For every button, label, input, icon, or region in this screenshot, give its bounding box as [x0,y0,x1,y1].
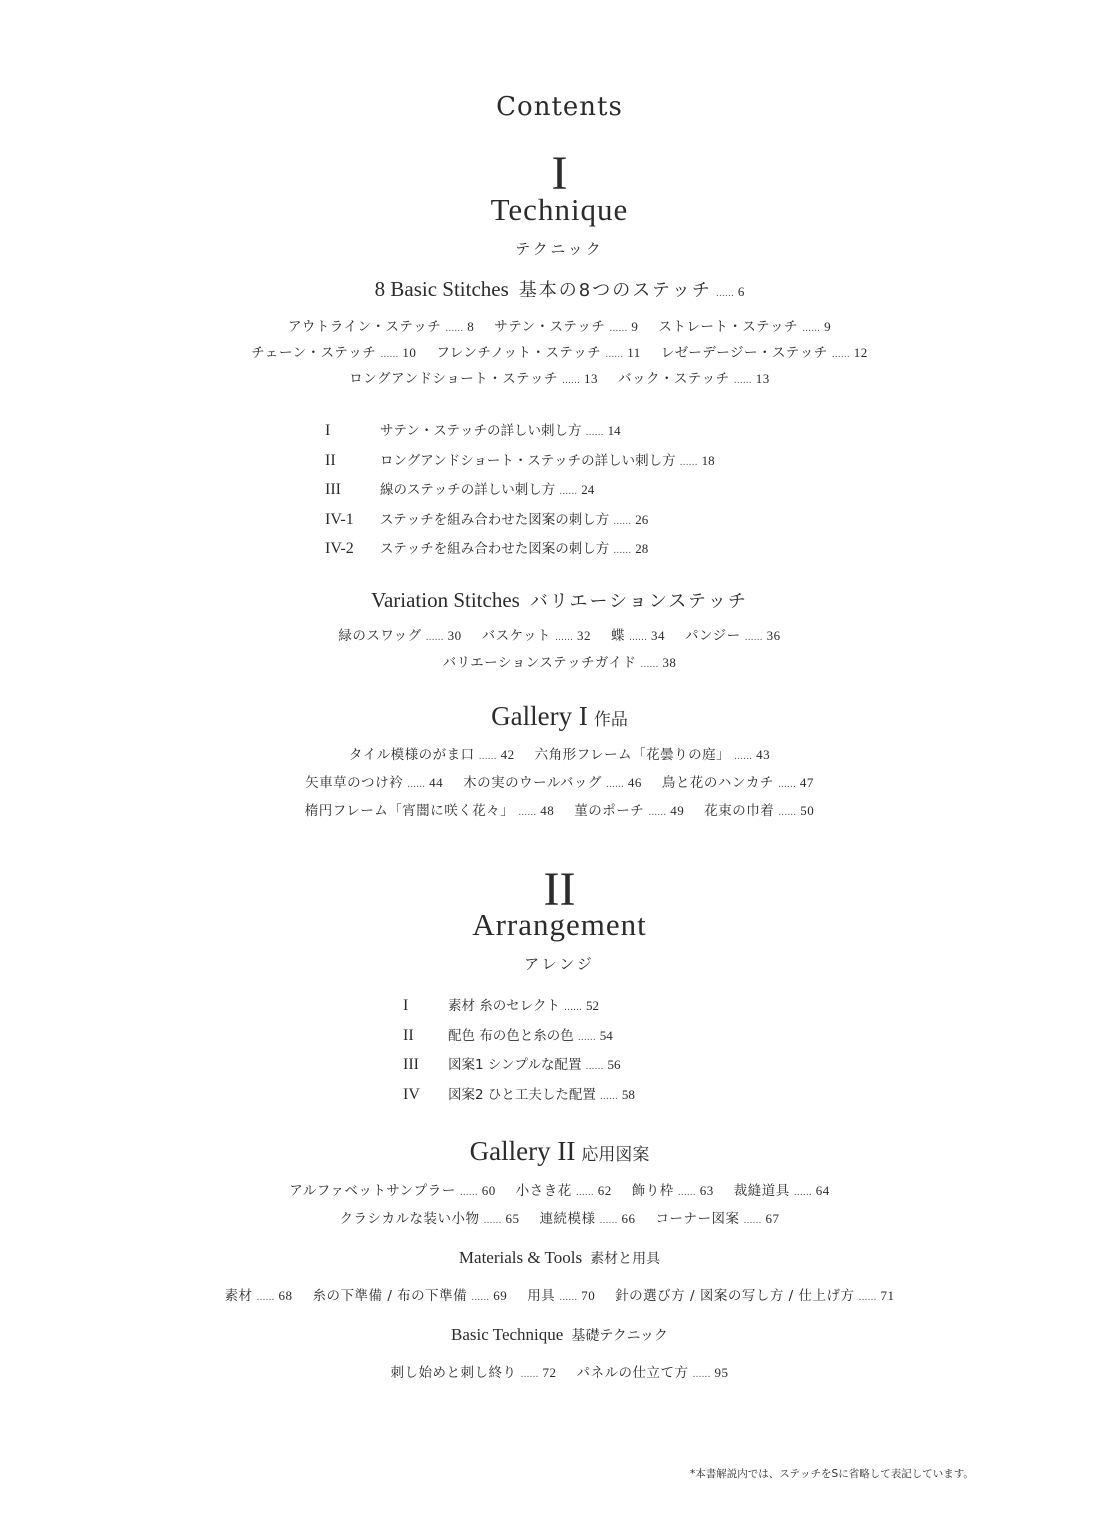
toc-entry-page: 62 [597,1183,612,1198]
toc-lesson[interactable] [325,537,715,567]
leader-dots: …… [520,1370,539,1380]
leader-dots: …… [459,1188,478,1198]
toc-entry[interactable] [391,1361,557,1381]
toc-entry-label: コーナー図案 [655,1211,740,1227]
toc-entry-label: 花束の巾着 [704,803,775,819]
toc-entry-label: バリエーションステッチガイド [442,655,637,671]
toc-lesson[interactable] [403,1053,635,1083]
toc-entry-page: 42 [500,747,515,762]
gallery1-heading[interactable] [0,701,1119,732]
leader-dots: …… [605,780,624,790]
toc-entry-page: 69 [493,1288,508,1303]
toc-entry[interactable] [734,1179,830,1199]
toc-entry[interactable] [313,1284,508,1304]
variation-title-en: Variation Stitches [371,588,520,612]
lesson-label: 配色 布の色と糸の色 [448,1027,574,1044]
lesson-numeral: III [325,481,341,498]
toc-row [0,799,1119,819]
toc-row [0,1284,1119,1304]
toc-lesson[interactable] [325,449,715,479]
toc-lesson[interactable] [325,419,715,449]
toc-entry-page: 32 [576,628,591,643]
toc-entry-page: 13 [583,371,598,386]
toc-entry-label: 素材 [224,1288,253,1304]
toc-entry[interactable] [305,771,443,791]
leader-dots: …… [677,1188,696,1198]
toc-entry-page: 50 [800,803,815,818]
toc-entry[interactable] [516,1179,612,1199]
leader-dots: …… [585,1062,604,1072]
lesson-label: サテン・ステッチの詳しい刺し方 [380,423,582,439]
toc-entry[interactable] [535,743,770,763]
gallery2-heading[interactable] [0,1136,1119,1167]
part2-title: Arrangement [472,907,647,942]
part1-numeral: I [551,147,568,200]
leader-dots: …… [425,633,444,643]
leader-dots: …… [483,1216,502,1226]
toc-entry[interactable] [574,799,684,819]
toc-row [0,1361,1119,1381]
variation-title-ja: バリエーションステッチ [529,591,748,612]
lesson-page: 26 [635,511,649,527]
toc-entry[interactable] [577,1361,729,1381]
materials-title-en: Materials & Tools [458,1248,583,1267]
leader-dots: …… [564,1003,583,1013]
toc-entry-page: 60 [481,1183,496,1198]
toc-entry-label: 矢車草のつけ衿 [305,775,404,791]
toc-entry-label: タイル模様のがま口 [348,747,475,763]
toc-entry-label: チェーン・ステッチ [251,345,377,361]
leader-dots: …… [858,1293,877,1303]
lesson-numeral: IV-1 [325,510,354,528]
basic-technique-title-en: Basic Technique [451,1325,564,1344]
lesson-numeral: I [403,997,409,1014]
toc-entry-page: 9 [631,319,639,334]
leader-dots: …… [679,457,698,468]
leader-dots: …… [831,350,850,360]
toc-entry[interactable] [463,771,642,791]
toc-entry-label: 用具 [527,1288,556,1304]
toc-entry[interactable] [540,1207,636,1227]
toc-row [0,1207,1119,1227]
basic-stitches-title-en: 8 Basic Stitches [374,277,509,301]
toc-entry[interactable] [482,624,591,644]
toc-entry[interactable] [685,624,781,644]
lesson-page: 54 [599,1027,613,1043]
toc-entry[interactable] [494,315,638,335]
toc-entry[interactable] [251,341,416,361]
arrangement-lesson-list [403,994,635,1112]
toc-entry[interactable] [443,651,677,671]
toc-entry-page: 13 [755,371,770,386]
toc-row [0,315,1119,335]
part1-title-ja: テクニック [515,240,604,258]
leader-dots: …… [577,1032,596,1043]
toc-entry-label: 針の選び方 / 図案の写し方 / 仕上げ方 [615,1288,855,1304]
toc-entry-page: 10 [402,345,417,360]
lesson-page: 18 [701,452,715,468]
toc-entry-label: バック・ステッチ [617,371,730,387]
lesson-label: ロングアンドショート・ステッチの詳しい刺し方 [380,452,676,469]
toc-entry-page: 70 [581,1288,596,1303]
toc-lesson[interactable] [325,508,715,538]
lesson-page: 28 [635,541,649,556]
toc-row [0,367,1119,387]
toc-entry-page: 68 [278,1288,293,1303]
toc-entry-label: アルファベットサンプラー [289,1183,456,1199]
toc-entry[interactable] [704,799,814,819]
toc-row [0,743,1119,763]
toc-entry-label: 飾り枠 [631,1183,674,1199]
toc-entry-page: 49 [670,803,685,818]
materials-heading[interactable] [0,1248,1119,1268]
lesson-page: 52 [586,998,600,1013]
basic-technique-title-ja: 基礎テクニック [571,1328,668,1344]
gallery1-title-en: Gallery I [491,701,588,731]
leader-dots: …… [777,780,796,790]
leader-dots: …… [445,324,464,334]
lesson-page: 56 [607,1057,621,1072]
toc-entry-label: バスケット [481,628,551,644]
toc-entry[interactable] [658,315,831,335]
leader-dots: …… [609,324,628,334]
leader-dots: …… [628,633,647,643]
toc-lesson[interactable] [403,994,635,1024]
toc-entry-page: 36 [766,628,781,643]
toc-entry[interactable] [632,1179,714,1199]
lesson-page: 58 [621,1086,635,1102]
toc-entry-label: アウトライン・ステッチ [287,319,442,335]
leader-dots: …… [733,376,752,386]
toc-lesson[interactable] [325,478,715,508]
toc-entry-label: 木の実のウールバッグ [463,775,602,791]
toc-entry[interactable] [288,315,474,335]
leader-dots: …… [554,633,573,643]
leader-dots: …… [743,1216,762,1226]
toc-entry-label: ロングアンドショート・ステッチ [349,371,558,387]
toc-row [0,771,1119,791]
lesson-label: 図案1 シンプルな配置 [448,1057,582,1073]
leader-dots: …… [599,1216,618,1226]
toc-entry[interactable] [615,1284,894,1304]
leader-dots: …… [407,780,426,790]
lesson-label: ステッチを組み合わせた図案の刺し方 [380,541,610,557]
lesson-numeral: IV [403,1085,420,1103]
toc-entry-label: 小さき花 [515,1183,572,1199]
materials-title-ja: 素材と用具 [590,1251,661,1267]
toc-entry-page: 72 [542,1365,557,1380]
toc-entry-page: 11 [627,345,641,360]
toc-entry-page: 12 [853,345,868,360]
leader-dots: …… [613,516,632,527]
leader-dots: …… [715,288,734,298]
toc-entry-page: 65 [505,1211,520,1226]
leader-dots: …… [380,350,399,360]
leader-dots: …… [692,1370,711,1380]
basic-technique-heading[interactable] [0,1325,1119,1345]
part2-title-ja: アレンジ [524,955,595,973]
leader-dots: …… [640,660,659,670]
toc-entry[interactable] [618,367,770,387]
leader-dots: …… [802,324,821,334]
leader-dots: …… [575,1188,594,1198]
toc-entry-page: 34 [650,628,665,643]
leader-dots: …… [613,546,632,556]
lesson-numeral: I [325,422,331,439]
toc-entry-label: 裁縫道具 [733,1183,790,1199]
toc-entry-page: 38 [662,655,677,670]
toc-entry-page: 46 [627,775,642,790]
leader-dots: …… [734,752,753,762]
toc-entry-label: サテン・ステッチ [494,319,606,335]
lesson-label: 素材 糸のセレクト [448,998,561,1014]
toc-entry-label: クラシカルな装い小物 [339,1211,480,1227]
technique-lesson-list [325,419,715,567]
leader-dots: …… [559,487,578,497]
toc-entry-page: 30 [447,628,462,643]
toc-entry[interactable] [436,341,641,361]
toc-entry-page: 9 [824,319,832,334]
toc-entry-page: 67 [765,1211,780,1226]
toc-entry-label: パネルの仕立て方 [576,1365,689,1381]
basic-stitches-title-ja: 基本の8つのステッチ [518,280,712,301]
leader-dots: …… [744,633,763,643]
toc-entry-label: パンジー [684,628,741,644]
toc-entry-label: フレンチノット・ステッチ [436,345,602,361]
toc-entry-page: 63 [699,1183,714,1198]
toc-row [0,341,1119,361]
toc-entry-page: 47 [799,775,814,790]
toc-entry[interactable] [662,771,814,791]
variation-stitches-heading[interactable] [0,587,1119,613]
toc-entry-label: 鳥と花のハンカチ [661,775,774,791]
toc-entry[interactable] [661,341,868,361]
lesson-numeral: II [403,1026,414,1044]
toc-entry[interactable] [340,1207,520,1227]
lesson-page: 24 [581,482,595,497]
lesson-page: 14 [607,423,621,438]
part2-numeral: II [543,863,576,916]
toc-entry-page: 71 [880,1288,895,1303]
leader-dots: …… [605,350,624,360]
toc-entry-label: 楕円フレーム「宵闇に咲く花々」 [304,803,515,819]
toc-row [0,1179,1119,1199]
toc-entry[interactable] [225,1284,293,1304]
lesson-numeral: II [325,451,336,469]
basic-stitches-heading[interactable] [0,276,1119,302]
toc-row [0,624,1119,644]
leader-dots: …… [478,752,497,762]
toc-entry[interactable] [349,743,515,763]
lesson-label: ステッチを組み合わせた図案の刺し方 [380,511,610,528]
gallery2-title-ja: 応用図案 [581,1145,650,1165]
toc-entry-label: 六角形フレーム「花曇りの庭」 [534,747,731,763]
toc-entry[interactable] [611,624,665,644]
toc-entry[interactable] [656,1207,780,1227]
leader-dots: …… [559,1293,578,1303]
lesson-label: 線のステッチの詳しい刺し方 [380,482,556,498]
footnote: *本書解説内では、ステッチをSに省略して表記しています。 [690,1468,974,1480]
page-title: Contents [496,92,623,122]
toc-entry-page: 48 [540,803,555,818]
lesson-label: 図案2 ひと工夫した配置 [448,1086,596,1103]
leader-dots: …… [471,1293,490,1303]
toc-entry-page: 44 [429,775,444,790]
leader-dots: …… [518,808,537,818]
toc-entry-label: 菫のポーチ [574,803,645,819]
toc-entry-page: 64 [815,1183,830,1198]
toc-entry-page: 43 [756,747,771,762]
leader-dots: …… [256,1293,275,1303]
toc-entry[interactable] [527,1284,595,1304]
gallery2-title-en: Gallery II [469,1136,576,1166]
toc-entry[interactable] [349,367,598,387]
toc-entry-label: 連続模様 [539,1211,596,1227]
toc-entry[interactable] [338,624,461,644]
leader-dots: …… [585,428,604,438]
toc-entry-label: レゼーデージー・ステッチ [660,345,828,361]
gallery1-title-ja: 作品 [593,710,628,730]
toc-entry-page: 8 [467,319,475,334]
toc-row [0,651,1119,671]
lesson-numeral: IV-2 [325,540,354,557]
toc-entry[interactable] [305,799,554,819]
leader-dots: …… [561,376,580,386]
toc-entry-page: 66 [621,1211,636,1226]
lesson-numeral: III [403,1056,419,1073]
toc-entry-label: 刺し始めと刺し終り [390,1365,517,1381]
leader-dots: …… [778,808,797,818]
toc-entry-label: 緑のスワッグ [338,628,422,644]
toc-entry-label: 糸の下準備 / 布の下準備 [312,1288,468,1304]
leader-dots: …… [793,1188,812,1198]
part1-title: Technique [490,192,629,227]
toc-entry-page: 95 [714,1365,729,1380]
toc-entry-label: ストレート・ステッチ [658,319,799,335]
toc-lesson[interactable] [403,1024,635,1054]
toc-lesson[interactable] [403,1083,635,1113]
basic-stitches-page: 6 [737,284,745,299]
toc-entry-label: 蝶 [610,628,625,644]
leader-dots: …… [599,1091,618,1102]
toc-entry[interactable] [289,1179,496,1199]
leader-dots: …… [648,808,667,818]
